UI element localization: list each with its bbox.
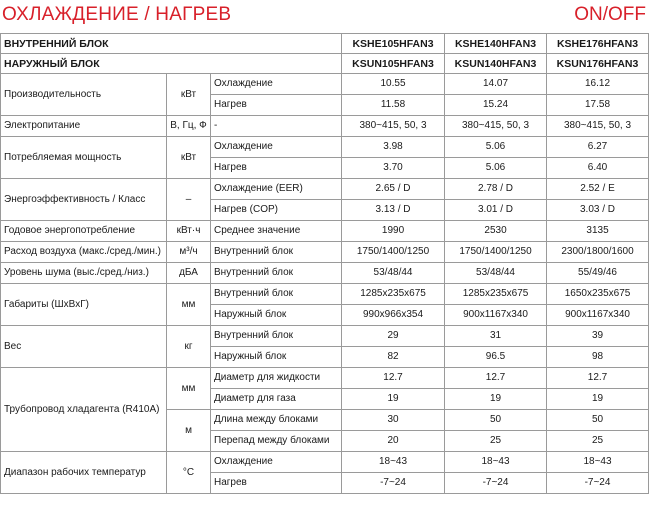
value-cell: 55/49/46 — [547, 263, 649, 284]
table-row — [1, 263, 649, 284]
param-unit: кВт — [167, 74, 211, 116]
value-cell: 18~43 — [342, 452, 445, 473]
indoor-model: KSHE176HFAN3 — [547, 34, 649, 54]
param-sub: Внутренний блок — [211, 263, 342, 284]
value-cell: 16.12 — [547, 74, 649, 95]
value-cell: 1990 — [342, 221, 445, 242]
value-cell: 1650x235x675 — [547, 284, 649, 305]
value-cell: 3.01 / D — [445, 200, 547, 221]
param-sub: Охлаждение — [211, 137, 342, 158]
param-sub: Охлаждение — [211, 74, 342, 95]
param-sub: - — [211, 116, 342, 137]
param-sub: Наружный блок — [211, 305, 342, 326]
param-label: Годовое энергопотребление — [1, 221, 167, 242]
value-cell: 1285x235x675 — [342, 284, 445, 305]
param-label: Энергоэффективность / Класс — [1, 179, 167, 221]
value-cell: 96.5 — [445, 347, 547, 368]
value-cell: 5.06 — [445, 137, 547, 158]
spec-table — [0, 33, 649, 494]
value-cell: 53/48/44 — [445, 263, 547, 284]
param-unit: м³/ч — [167, 242, 211, 263]
param-sub: Охлаждение — [211, 452, 342, 473]
param-unit: кВт — [167, 137, 211, 179]
param-label: Производительность — [1, 74, 167, 116]
param-sub: Нагрев — [211, 473, 342, 494]
param-sub: Нагрев — [211, 158, 342, 179]
value-cell: 6.40 — [547, 158, 649, 179]
value-cell: 380~415, 50, 3 — [445, 116, 547, 137]
value-cell: 30 — [342, 410, 445, 431]
value-cell: 6.27 — [547, 137, 649, 158]
page-title: ОХЛАЖДЕНИЕ / НАГРЕВ — [2, 4, 232, 25]
value-cell: 15.24 — [445, 95, 547, 116]
param-unit: дБА — [167, 263, 211, 284]
param-label: Потребляемая мощность — [1, 137, 167, 179]
param-unit: кВт·ч — [167, 221, 211, 242]
table-row — [1, 221, 649, 242]
param-sub: Перепад между блоками — [211, 431, 342, 452]
value-cell: 12.7 — [445, 368, 547, 389]
value-cell: 19 — [547, 389, 649, 410]
value-cell: 2.52 / E — [547, 179, 649, 200]
value-cell: 53/48/44 — [342, 263, 445, 284]
param-sub: Среднее значение — [211, 221, 342, 242]
param-unit: °C — [167, 452, 211, 494]
value-cell: 25 — [547, 431, 649, 452]
param-unit: кг — [167, 326, 211, 368]
outdoor-model: KSUN140HFAN3 — [445, 54, 547, 74]
table-row — [1, 326, 649, 347]
outdoor-model: KSUN176HFAN3 — [547, 54, 649, 74]
indoor-model: KSHE140HFAN3 — [445, 34, 547, 54]
table-row — [1, 137, 649, 158]
param-unit: – — [167, 179, 211, 221]
param-label: Уровень шума (выс./сред./низ.) — [1, 263, 167, 284]
table-row — [1, 179, 649, 200]
value-cell: 2.78 / D — [445, 179, 547, 200]
param-unit: В, Гц, Ф — [167, 116, 211, 137]
value-cell: 10.55 — [342, 74, 445, 95]
value-cell: 12.7 — [342, 368, 445, 389]
param-sub: Диаметр для жидкости — [211, 368, 342, 389]
value-cell: 5.06 — [445, 158, 547, 179]
value-cell: -7~24 — [445, 473, 547, 494]
value-cell: 900x1167x340 — [547, 305, 649, 326]
value-cell: 1750/1400/1250 — [445, 242, 547, 263]
table-row — [1, 284, 649, 305]
param-sub: Внутренний блок — [211, 284, 342, 305]
param-label: Габариты (ШхВхГ) — [1, 284, 167, 326]
value-cell: 18~43 — [547, 452, 649, 473]
value-cell: 990x966x354 — [342, 305, 445, 326]
param-unit: мм — [167, 368, 211, 410]
page-header — [0, 0, 650, 30]
value-cell: 50 — [445, 410, 547, 431]
value-cell: 50 — [547, 410, 649, 431]
value-cell: 82 — [342, 347, 445, 368]
value-cell: 20 — [342, 431, 445, 452]
value-cell: 1285x235x675 — [445, 284, 547, 305]
value-cell: 2.65 / D — [342, 179, 445, 200]
param-unit: мм — [167, 284, 211, 326]
param-sub: Нагрев — [211, 95, 342, 116]
value-cell: 3135 — [547, 221, 649, 242]
outdoor-model-row — [1, 54, 649, 74]
indoor-model-row — [1, 34, 649, 54]
value-cell: 29 — [342, 326, 445, 347]
value-cell: 25 — [445, 431, 547, 452]
value-cell: 1750/1400/1250 — [342, 242, 445, 263]
param-label: Электропитание — [1, 116, 167, 137]
value-cell: 380~415, 50, 3 — [547, 116, 649, 137]
param-label: Расход воздуха (макс./сред./мин.) — [1, 242, 167, 263]
value-cell: -7~24 — [547, 473, 649, 494]
value-cell: 3.13 / D — [342, 200, 445, 221]
value-cell: 39 — [547, 326, 649, 347]
value-cell: 12.7 — [547, 368, 649, 389]
value-cell: 900x1167x340 — [445, 305, 547, 326]
table-row — [1, 242, 649, 263]
table-row — [1, 74, 649, 95]
value-cell: 3.70 — [342, 158, 445, 179]
value-cell: 17.58 — [547, 95, 649, 116]
param-sub: Охлаждение (EER) — [211, 179, 342, 200]
value-cell: 18~43 — [445, 452, 547, 473]
value-cell: 3.98 — [342, 137, 445, 158]
value-cell: 2300/1800/1600 — [547, 242, 649, 263]
value-cell: 380~415, 50, 3 — [342, 116, 445, 137]
outdoor-model: KSUN105HFAN3 — [342, 54, 445, 74]
value-cell: 2530 — [445, 221, 547, 242]
param-unit: м — [167, 410, 211, 452]
indoor-unit-label: ВНУТРЕННИЙ БЛОК — [1, 34, 342, 54]
value-cell: 11.58 — [342, 95, 445, 116]
param-label: Трубопровод хладагента (R410A) — [1, 368, 167, 452]
param-sub: Внутренний блок — [211, 242, 342, 263]
param-sub: Внутренний блок — [211, 326, 342, 347]
param-sub: Длина между блоками — [211, 410, 342, 431]
param-sub: Наружный блок — [211, 347, 342, 368]
param-sub: Нагрев (COP) — [211, 200, 342, 221]
param-label: Вес — [1, 326, 167, 368]
param-label: Диапазон рабочих температур — [1, 452, 167, 494]
value-cell: 19 — [445, 389, 547, 410]
outdoor-unit-label: НАРУЖНЫЙ БЛОК — [1, 54, 342, 74]
value-cell: 19 — [342, 389, 445, 410]
indoor-model: KSHE105HFAN3 — [342, 34, 445, 54]
value-cell: 98 — [547, 347, 649, 368]
table-row — [1, 452, 649, 473]
value-cell: 3.03 / D — [547, 200, 649, 221]
value-cell: 14.07 — [445, 74, 547, 95]
table-row — [1, 368, 649, 389]
table-row — [1, 116, 649, 137]
mode-label: ON/OFF — [574, 4, 646, 25]
value-cell: -7~24 — [342, 473, 445, 494]
param-sub: Диаметр для газа — [211, 389, 342, 410]
value-cell: 31 — [445, 326, 547, 347]
